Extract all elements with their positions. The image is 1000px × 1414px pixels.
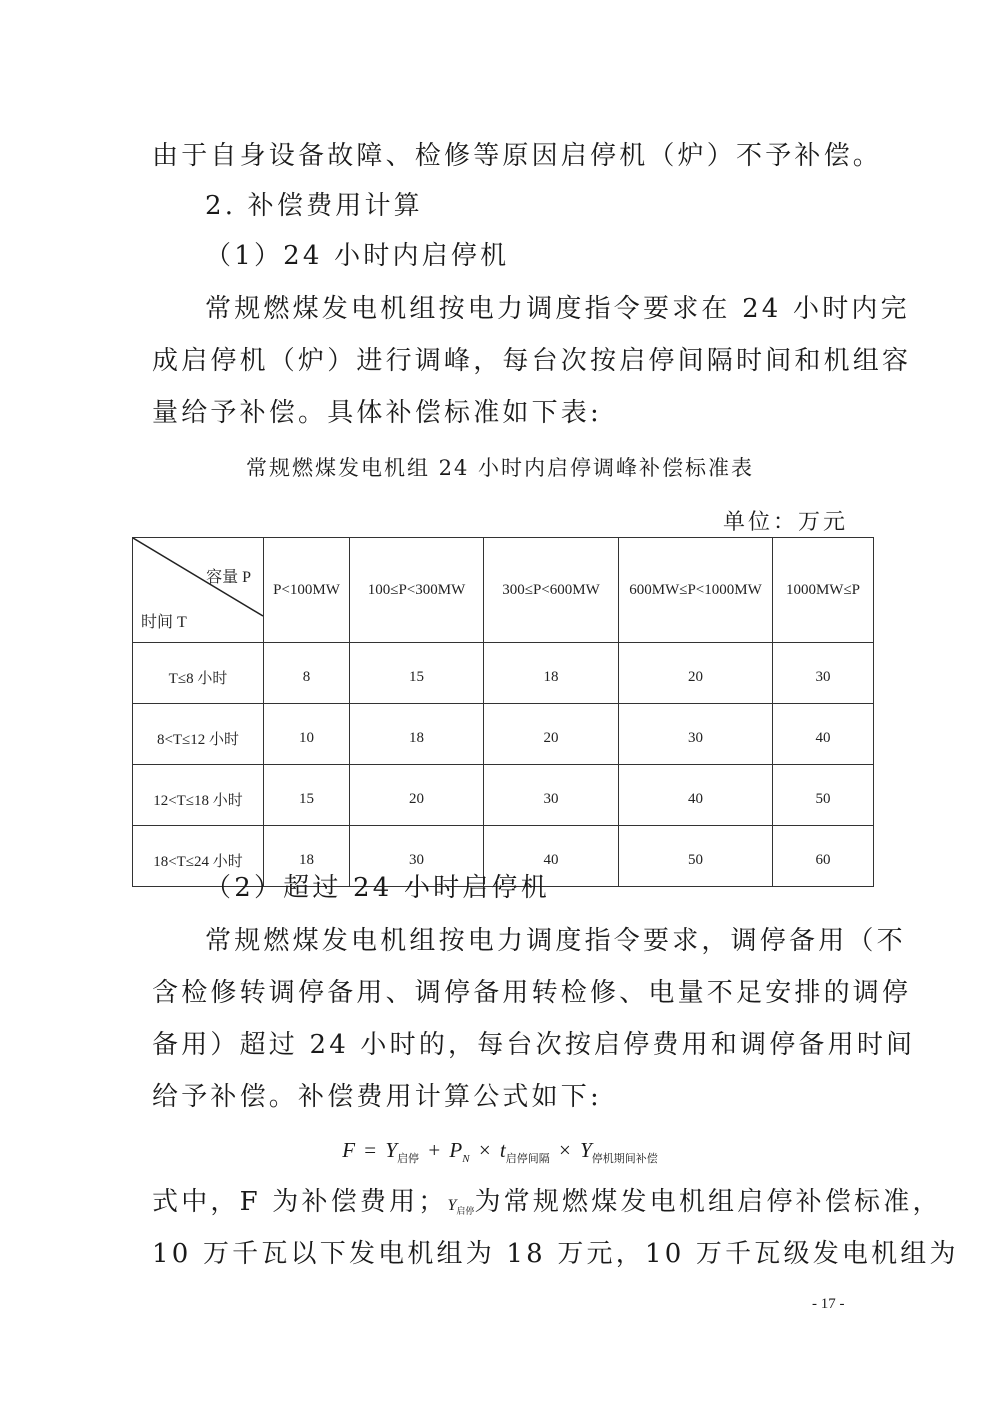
compensation-formula [0, 1138, 1000, 1166]
table-cell: 20 [619, 643, 773, 704]
table-cell: 30 [619, 704, 773, 765]
subheading: （2）超过 24 小时启停机 [205, 873, 550, 903]
table-cell: 15 [264, 765, 350, 826]
table-cell: 30 [773, 643, 874, 704]
column-header: 1000MW≤P [773, 538, 874, 643]
formula-times: × [478, 1138, 491, 1162]
paragraph-line: 由于自身设备故障、检修等原因启停机（炉）不予补偿。 [152, 141, 883, 171]
table-unit: 单位：万元 [722, 510, 848, 535]
compensation-table [132, 537, 874, 887]
table-cell: 18 [264, 826, 350, 887]
table-cell: 40 [619, 765, 773, 826]
table-row [133, 765, 874, 826]
table-cell: 40 [484, 826, 619, 887]
table-cell: 60 [773, 826, 874, 887]
column-header: 100≤P<300MW [350, 538, 484, 643]
formula-equals: = [364, 1138, 377, 1162]
inline-symbol-Y: Y [447, 1197, 457, 1214]
row-label: 12<T≤18 小时 [133, 765, 264, 826]
table-cell: 18 [350, 704, 484, 765]
table-cell: 15 [350, 643, 484, 704]
paragraph-line: 量给予补偿。具体补偿标准如下表: [152, 398, 602, 428]
capacity-axis-label: 容量 P [206, 569, 251, 586]
time-axis-label: 时间 T [141, 614, 187, 631]
table-cell: 30 [484, 765, 619, 826]
row-label: T≤8 小时 [133, 643, 264, 704]
formula-subscript: 启停 [397, 1152, 420, 1166]
row-label: 18<T≤24 小时 [133, 826, 264, 887]
table-cell: 40 [773, 704, 874, 765]
text-segment: 为常规燃煤发电机组启停补偿标准， [474, 1187, 942, 1217]
table-cell: 20 [350, 765, 484, 826]
formula-subscript: N [462, 1153, 470, 1166]
corner-cell [133, 538, 264, 643]
formula-P: P [449, 1138, 463, 1162]
table-caption: 常规燃煤发电机组 24 小时内启停调峰补偿标准表 [245, 456, 755, 480]
paragraph-line: 成启停机（炉）进行调峰，每台次按启停间隔时间和机组容 [152, 346, 912, 376]
text-segment: 式中，F 为补偿费用； [152, 1187, 448, 1217]
formula-plus: + [428, 1138, 441, 1162]
paragraph-line: 给予补偿。补偿费用计算公式如下: [152, 1082, 602, 1112]
paragraph-line: 常规燃煤发电机组按电力调度指令要求，调停备用（不 [205, 926, 906, 956]
row-label: 8<T≤12 小时 [133, 704, 264, 765]
paragraph-line [152, 1186, 942, 1228]
table-row [133, 704, 874, 765]
column-header: 600MW≤P<1000MW [619, 538, 773, 643]
table-cell: 50 [619, 826, 773, 887]
formula-t: t [499, 1138, 506, 1162]
inline-symbol [447, 1197, 475, 1218]
paragraph-line: 10 万千瓦以下发电机组为 18 万元，10 万千瓦级发电机组为 [152, 1239, 959, 1269]
column-header: P<100MW [264, 538, 350, 643]
paragraph-line: 备用）超过 24 小时的，每台次按启停费用和调停备用时间 [152, 1030, 916, 1060]
formula-Y-start-stop: Y [385, 1138, 398, 1162]
table-cell: 30 [350, 826, 484, 887]
page-number: - 17 - [812, 1296, 845, 1312]
formula-times: × [559, 1138, 571, 1162]
formula-subscript: 启停间隔 [505, 1152, 550, 1166]
inline-symbol-subscript: 启停 [456, 1207, 475, 1218]
formula-F: F [342, 1138, 356, 1162]
formula-Y-shutdown: Y [580, 1138, 592, 1162]
paragraph-line: 常规燃煤发电机组按电力调度指令要求在 24 小时内完 [205, 294, 910, 324]
formula-subscript: 停机期间补偿 [591, 1152, 658, 1166]
subheading: （1）24 小时内启停机 [205, 241, 510, 271]
table-cell: 50 [773, 765, 874, 826]
table-cell: 10 [264, 704, 350, 765]
section-heading: 2. 补偿费用计算 [205, 191, 423, 221]
table-cell: 20 [484, 704, 619, 765]
paragraph-line: 含检修转调停备用、调停备用转检修、电量不足安排的调停 [152, 978, 912, 1008]
table-cell: 8 [264, 643, 350, 704]
column-header: 300≤P<600MW [484, 538, 619, 643]
table-header-row [133, 538, 874, 643]
table-cell: 18 [484, 643, 619, 704]
table-row [133, 643, 874, 704]
